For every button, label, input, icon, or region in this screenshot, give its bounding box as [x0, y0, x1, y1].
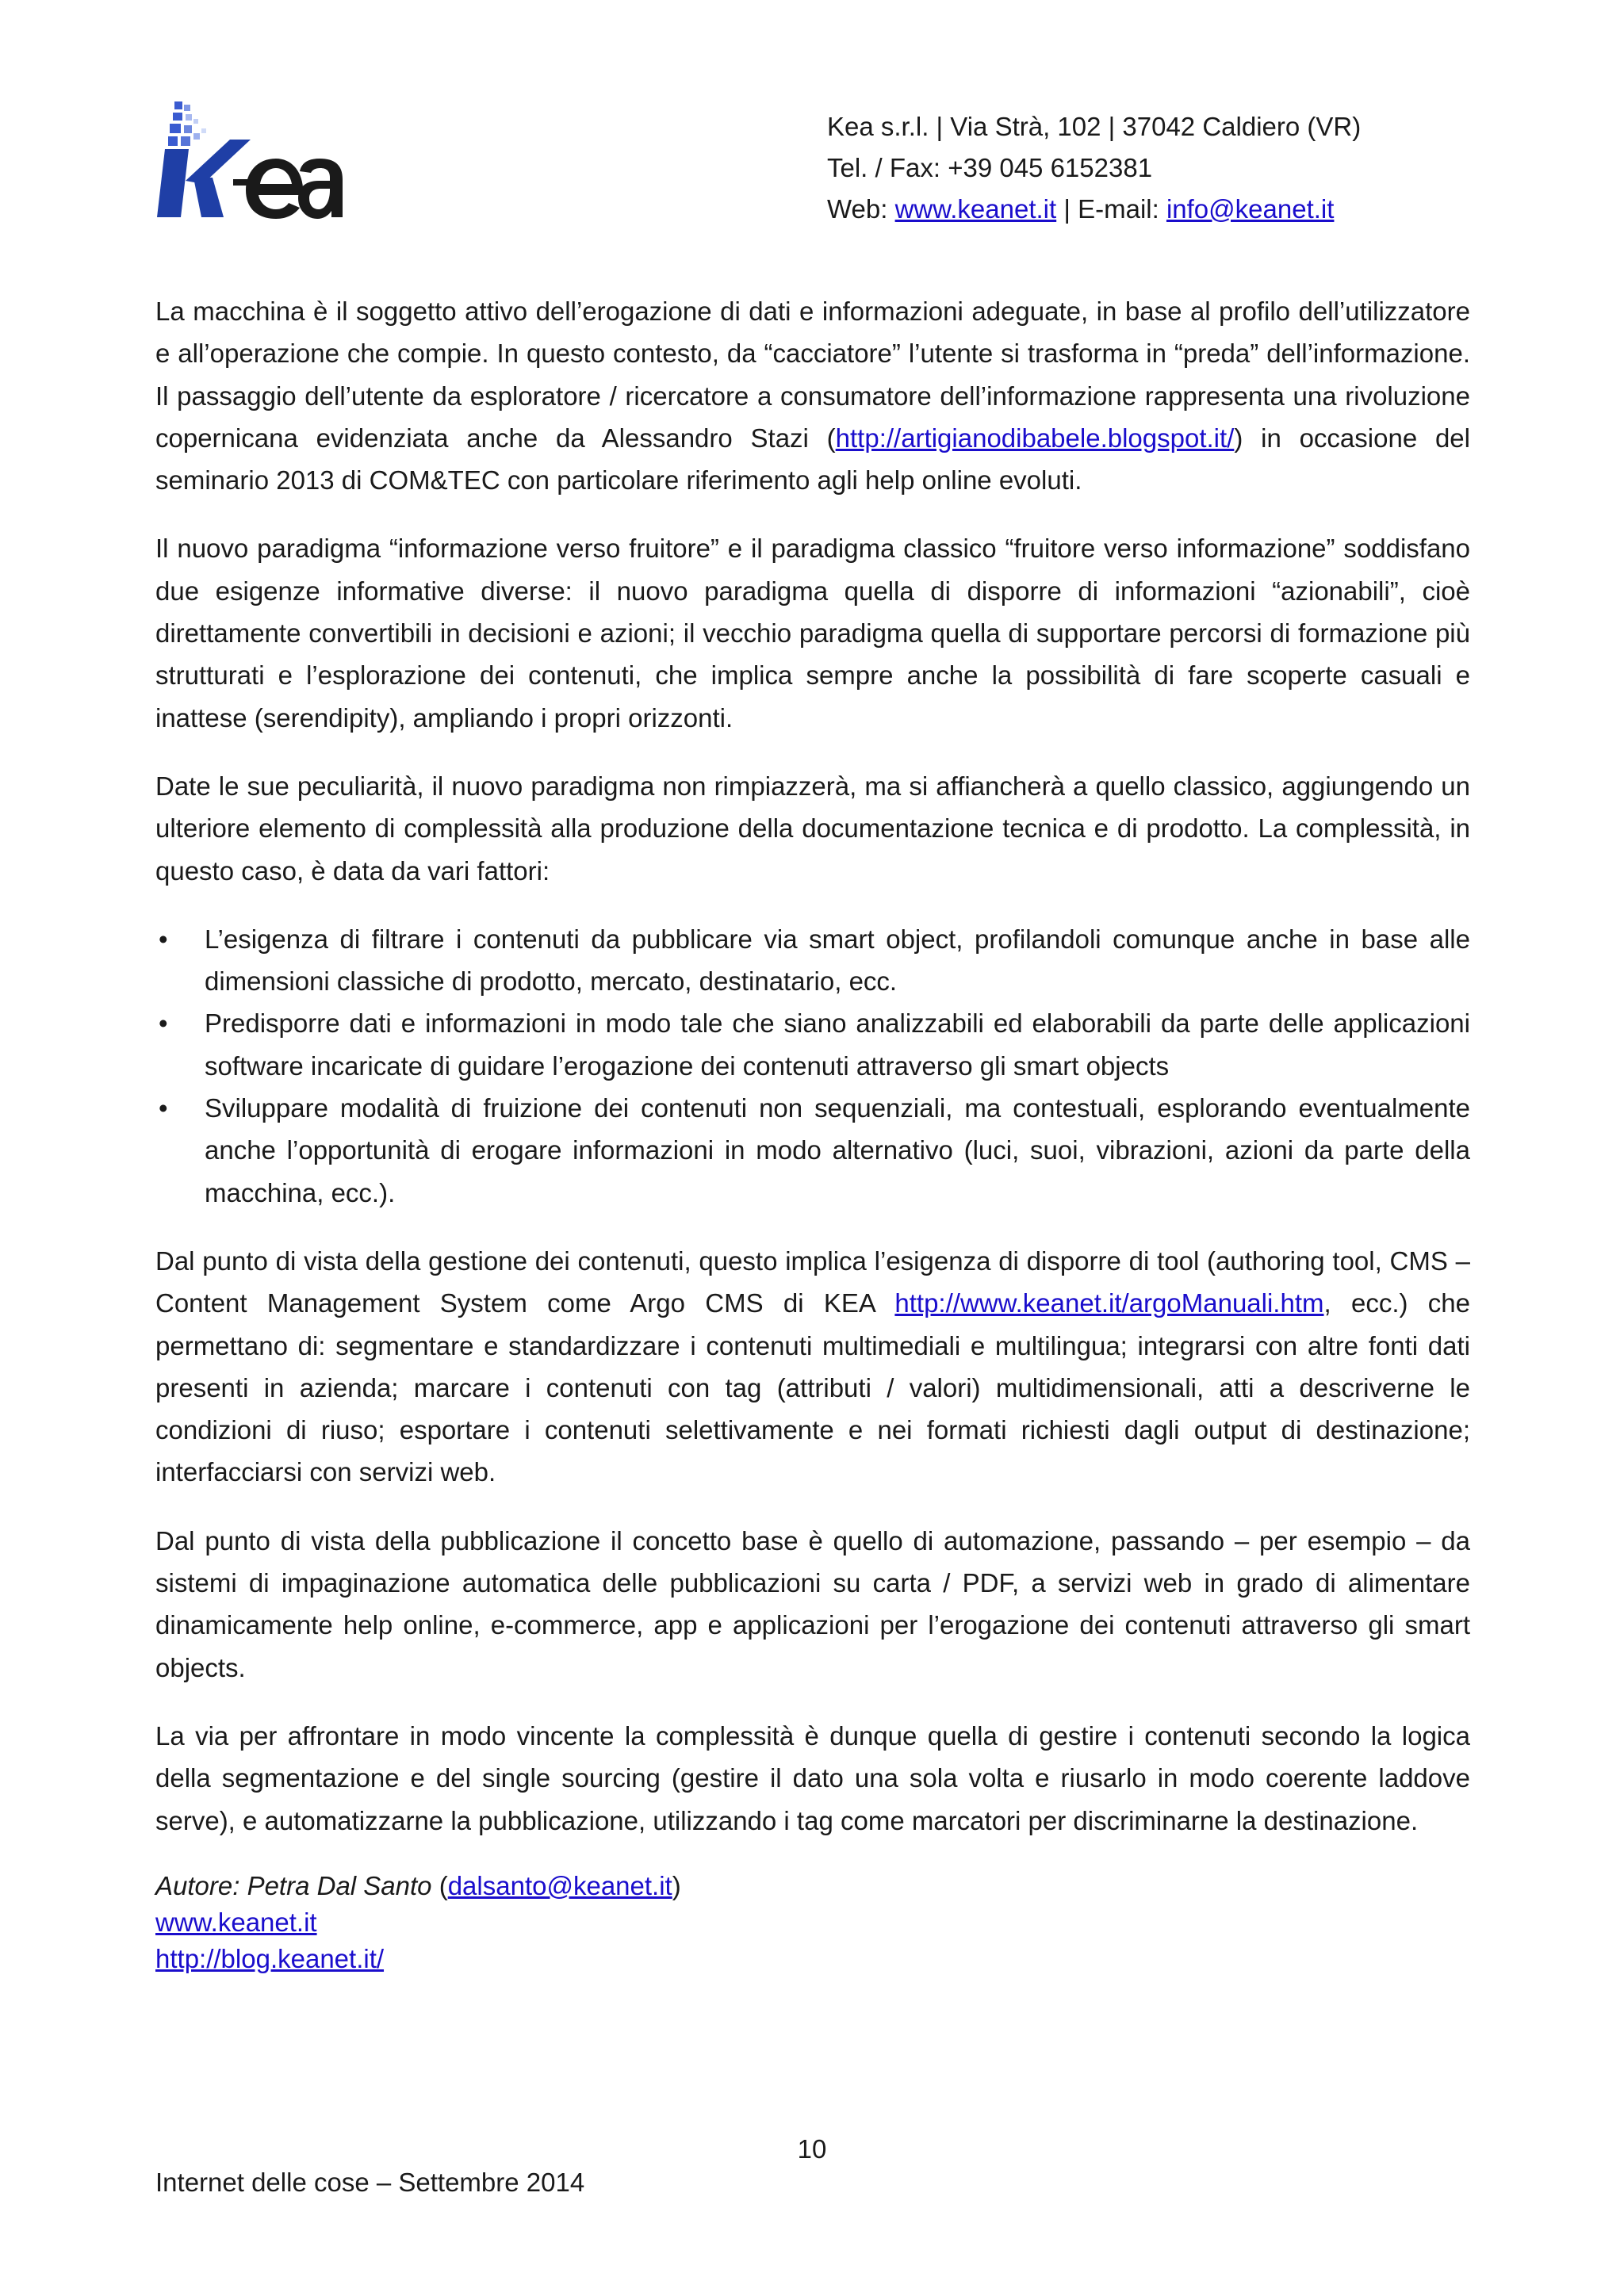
paragraph-4-text-a: Dal punto di vista della gestione dei contenuti, questo implica l’esigenza di disporre di tool (authoring tool, CMS – Content Management System come Argo CMS di KEA [155, 1246, 1470, 1318]
argo-manuali-link[interactable]: http://www.keanet.it/argoManuali.htm [894, 1288, 1324, 1318]
email-link[interactable]: info@keanet.it [1166, 194, 1335, 224]
artigiano-blog-link[interactable]: http://artigianodibabele.blogspot.it/ [835, 423, 1235, 453]
document-body [155, 290, 1470, 1977]
kea-logo [157, 101, 347, 220]
paragraph-4 [155, 1240, 1470, 1494]
author-email-link[interactable]: dalsanto@keanet.it [447, 1870, 672, 1900]
list-item [155, 1002, 1470, 1087]
paragraph-1 [155, 290, 1470, 501]
bullet-icon: • [159, 924, 168, 954]
bullet-icon: • [159, 1008, 168, 1039]
web-label: Web: [827, 194, 895, 224]
paragraph-5: Dal punto di vista della pubblicazione il concetto base è quello di automazione, passando – per esempio – da sistemi di impaginazione automatica delle pubblicazioni su carta / PDF, a servizi web in grado di alimentare dinamicamente help online, e-commerce, app e applicazioni per l’erogazione dei contenuti attraverso gli smart objects. [155, 1525, 1470, 1682]
website-link[interactable]: www.keanet.it [894, 194, 1057, 224]
factor-list [155, 918, 1470, 1214]
company-header [827, 106, 1477, 230]
list-item-text: Sviluppare modalità di fruizione dei contenuti non sequenziali, ma contestuali, esplorando eventualmente anche l’opportunità di erogare informazioni in modo alternativo (luci, suoi, vibrazioni, azioni da parte della macchina, ecc.). [205, 1093, 1470, 1207]
author-paren-open: ( [431, 1870, 448, 1900]
company-address: Kea s.r.l. | Via Strà, 102 | 37042 Caldiero (VR) [827, 112, 1362, 141]
author-paren-close: ) [672, 1870, 681, 1900]
page-footer: Internet delle cose – Settembre 2014 [155, 2168, 585, 2197]
paragraph-6: La via per affrontare in modo vincente la complessità è dunque quella di gestire i contenuti secondo la logica della segmentazione e del single sourcing (gestire il dato una sola volta e riusarlo in modo coerente laddove serve), e automatizzarne la pubblicazione, utilizzando i tag come marcatori per discriminarne la destinazione. [155, 1720, 1470, 1835]
page-number: 10 [797, 2134, 827, 2164]
blog-link[interactable]: http://blog.keanet.it/ [155, 1943, 385, 1973]
list-item-text: Predisporre dati e informazioni in modo tale che siano analizzabili ed elaborabili da parte delle applicazioni software incaricate di guidare l’erogazione dei contenuti attraverso gli smart objects [205, 1008, 1470, 1081]
author-name: Autore: Petra Dal Santo [155, 1870, 432, 1900]
author-line [155, 1868, 1470, 1904]
paragraph-1-text-b: ) in occasione del seminario 2013 di COM&TEC con particolare riferimento agli help online evoluti. [155, 423, 1470, 496]
email-label: | E-mail: [1056, 194, 1166, 224]
list-item-text: L’esigenza di filtrare i contenuti da pubblicare via smart object, profilandoli comunque anche in base alle dimensioni classiche di prodotto, mercato, destinatario, ecc. [205, 924, 1470, 997]
paragraph-1-text-a: La macchina è il soggetto attivo dell’erogazione di dati e informazioni adeguate, in base al profilo dell’utilizzatore e all’operazione che compie. In questo contesto, da “cacciatore” l’utente si trasforma in “preda” dell’informazione. Il passaggio dell’utente da esploratore / ricercatore a consumatore dell’informazione rappresenta una rivoluzione copernicana evidenziata anche da Alessandro Stazi ( [155, 297, 1470, 453]
paragraph-3: Date le sue peculiarità, il nuovo paradigma non rimpiazzerà, ma si affiancherà a quello classico, aggiungendo un ulteriore elemento di complessità alla produzione della documentazione tecnica e di prodotto. La complessità, in questo caso, è data da vari fattori: [155, 771, 1470, 886]
list-item [155, 1087, 1470, 1214]
paragraph-2: Il nuovo paradigma “informazione verso fruitore” e il paradigma classico “fruitore verso informazione” soddisfano due esigenze informative diverse: il nuovo paradigma quella di disporre di informazioni “azionabili”, cioè direttamente convertibili in decisioni e azioni; il vecchio paradigma quella di supportare percorsi di formazione più strutturati e l’esplorazione dei contenuti, che implica sempre anche la possibilità di fare scoperte casuali e inattese (serendipity), ampliando i propri orizzonti. [155, 534, 1470, 733]
author-block [155, 1868, 1470, 1977]
paragraph-4-text-b: , ecc.) che permettano di: segmentare e standardizzare i contenuti multimediali e multilingua; integrarsi con altre fonti dati presenti in azienda; marcare i contenuti con tag (attributi / valori) multidimensionali, atti a descriverne le condizioni di riuso; esportare i contenuti selettivamente e nei formati richiesti dagli output di destinazione; interfacciarsi con servizi web. [155, 1288, 1470, 1487]
company-phone: Tel. / Fax: +39 045 6152381 [827, 153, 1153, 182]
site-link[interactable]: www.keanet.it [155, 1907, 317, 1937]
bullet-icon: • [159, 1093, 168, 1123]
company-web-line [827, 189, 1477, 230]
list-item [155, 918, 1470, 1003]
